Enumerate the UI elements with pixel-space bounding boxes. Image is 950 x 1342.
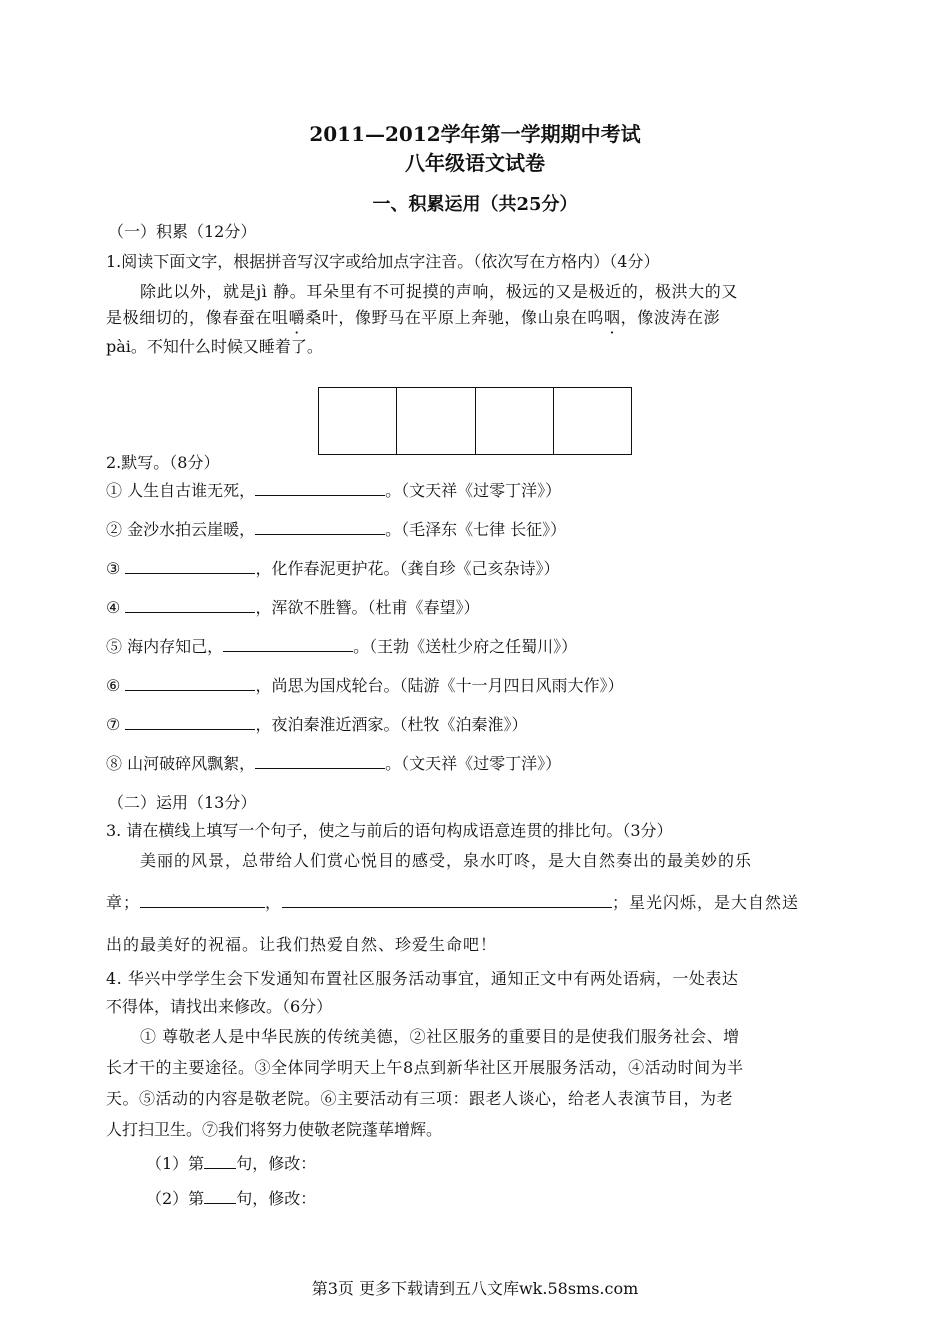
answer-blank[interactable] (223, 637, 353, 652)
dotted-char-2: 咽 (604, 308, 621, 327)
answer-blank[interactable] (125, 676, 255, 691)
dotted-char-1: 嚼 (288, 308, 306, 327)
recite-item-5: ⑤ 海内存知己， 。（王勃《送杜少府之任蜀川》） (106, 637, 578, 656)
recite-item-8: ⑧ 山河破碎风飘絮， 。（文天祥《过零丁洋》） (106, 754, 562, 773)
recite-item-4: ④ ，浑欲不胜簪。（杜甫《春望》） (106, 598, 480, 617)
exam-subtitle: 八年级语文试卷 (405, 151, 545, 175)
exam-title: 2011—2012学年第一学期期中考试 (309, 122, 641, 146)
q4-passage-4: 人打扫卫生。⑦我们将努力使敬老院蓬荜增辉。 (106, 1120, 443, 1139)
q3-prompt: 3. 请在横线上填写一个句子，使之与前后的语句构成语意连贯的排比句。（3分） (106, 821, 673, 840)
q4-answer-1: （1）第 句，修改： (146, 1154, 317, 1173)
answer-blank[interactable] (204, 1154, 236, 1169)
q4-passage-2: 长才干的主要途径。③全体同学明天上午8点到新华社区开展服务活动，④活动时间为半 (106, 1058, 744, 1077)
q4-passage-1: ① 尊敬老人是中华民族的传统美德，②社区服务的重要目的是使我们服务社会、增 (140, 1027, 740, 1046)
q3-line2: 章； ， ；星光闪烁，是大自然送 (106, 893, 800, 912)
answer-blank[interactable] (140, 893, 265, 908)
recite-item-2: ② 金沙水拍云崖暖， 。（毛泽东《七律 长征》） (106, 520, 567, 539)
q1-passage-line3: pài。不知什么时候又睡着了。 (106, 337, 323, 356)
q4-answer-2: （2）第 句，修改： (146, 1189, 317, 1208)
recite-item-7: ⑦ ，夜泊秦淮近酒家。（杜牧《泊秦淮》） (106, 715, 528, 734)
answer-box-2[interactable] (397, 388, 475, 454)
answer-blank[interactable] (255, 520, 385, 535)
q2-prompt: 2.默写。（8分） (106, 453, 220, 472)
answer-blank[interactable] (282, 893, 612, 908)
q1-passage-line2: 是极细切的，像春蚕在咀嚼桑叶，像野马在平原上奔驰，像山泉在呜咽，像波涛在澎 (106, 308, 721, 327)
q4-line2: 不得体，请找出来修改。（6分） (106, 997, 333, 1016)
answer-blank[interactable] (255, 754, 385, 769)
part2-heading: （二）运用（13分） (108, 793, 257, 812)
q4-line1: 4. 华兴中学学生会下发通知布置社区服务活动事宜，通知正文中有两处语病，一处表达 (106, 969, 739, 988)
page-footer: 第3页 更多下载请到五八文库wk.58sms.com (311, 1279, 639, 1298)
q3-line3: 出的最美好的祝福。让我们热爱自然、珍爱生命吧！ (106, 935, 498, 954)
q3-line1: 美丽的风景，总带给人们赏心悦目的感受，泉水叮咚，是大自然奏出的最美妙的乐 (140, 851, 753, 870)
answer-box-3[interactable] (476, 388, 554, 454)
answer-box-1[interactable] (319, 388, 397, 454)
q1-passage-line1: 除此以外，就是jì 静。耳朵里有不可捉摸的声响，极远的又是极近的，极洪大的又 (140, 282, 738, 301)
recite-item-1: ① 人生自古谁无死， 。（文天祥《过零丁洋》） (106, 481, 562, 500)
q1-prompt: 1.阅读下面文字，根据拼音写汉字或给加点字注音。（依次写在方格内）（4分） (106, 252, 660, 271)
section-heading: 一、积累运用（共25分） (372, 194, 578, 215)
answer-grid (318, 387, 632, 455)
answer-blank[interactable] (255, 481, 385, 496)
answer-blank[interactable] (125, 715, 255, 730)
answer-blank[interactable] (204, 1189, 236, 1204)
answer-blank[interactable] (125, 559, 255, 574)
recite-item-3: ③ ，化作春泥更护花。（龚自珍《己亥杂诗》） (106, 559, 560, 578)
q4-passage-3: 天。⑤活动的内容是敬老院。⑥主要活动有三项：跟老人谈心，给老人表演节目，为老 (106, 1089, 734, 1108)
answer-blank[interactable] (125, 598, 255, 613)
recite-item-6: ⑥ ，尚思为国戍轮台。（陆游《十一月四日风雨大作》） (106, 676, 624, 695)
answer-box-4[interactable] (554, 388, 631, 454)
part1-heading: （一）积累（12分） (108, 222, 257, 241)
